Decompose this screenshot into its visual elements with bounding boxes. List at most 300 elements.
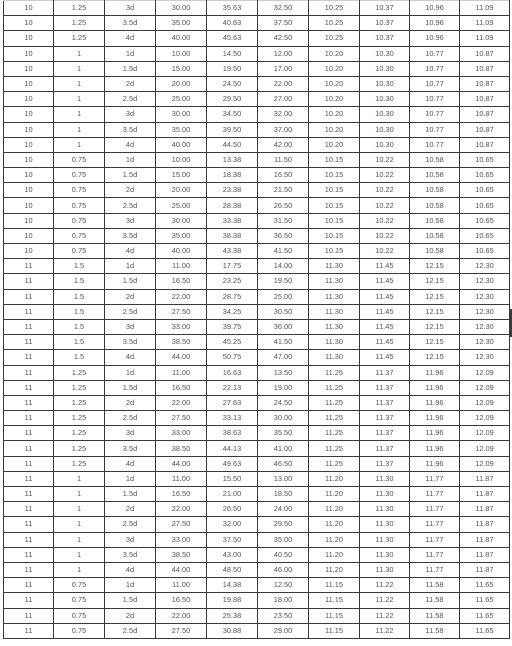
- table-cell: 0.75: [54, 593, 105, 608]
- table-cell: 11.45: [360, 335, 410, 350]
- table-cell: 3.5d: [105, 16, 156, 31]
- table-cell: 23.38: [207, 183, 258, 198]
- table-cell: 18.38: [207, 168, 258, 183]
- table-row: [4, 319, 510, 334]
- table-cell: 11.20: [309, 562, 360, 577]
- table-row: [4, 228, 510, 243]
- table-cell: 10.58: [410, 244, 460, 259]
- table-cell: 10.77: [410, 122, 460, 137]
- table-cell: 2.5d: [105, 198, 156, 213]
- table-cell: 11.00: [156, 259, 207, 274]
- table-cell: 13.00: [258, 471, 309, 486]
- table-cell: 10: [4, 46, 54, 61]
- table-cell: 11.00: [156, 578, 207, 593]
- table-cell: 11.30: [360, 502, 410, 517]
- table-cell: 3.5d: [105, 228, 156, 243]
- table-cell: 2.5d: [105, 92, 156, 107]
- table-cell: 11: [4, 274, 54, 289]
- table-cell: 10.96: [410, 16, 460, 31]
- table-cell: 30.00: [258, 411, 309, 426]
- table-cell: 37.00: [258, 122, 309, 137]
- table-cell: 11: [4, 335, 54, 350]
- table-cell: 10.96: [410, 31, 460, 46]
- table-cell: 10.65: [460, 152, 510, 167]
- table-cell: 10.58: [410, 183, 460, 198]
- table-cell: 1.5: [54, 259, 105, 274]
- table-cell: 34.25: [207, 304, 258, 319]
- table-cell: 10: [4, 228, 54, 243]
- table-cell: 38.63: [207, 426, 258, 441]
- table-row: [4, 76, 510, 91]
- table-row: [4, 487, 510, 502]
- table-cell: 11.37: [360, 395, 410, 410]
- table-cell: 11.25: [309, 365, 360, 380]
- table-cell: 11.22: [360, 623, 410, 638]
- table-cell: 11.87: [460, 517, 510, 532]
- table-row: [4, 593, 510, 608]
- table-cell: 10.00: [156, 46, 207, 61]
- table-cell: 11: [4, 593, 54, 608]
- table-cell: 44.00: [156, 350, 207, 365]
- table-cell: 21.00: [207, 487, 258, 502]
- table-cell: 10.37: [360, 31, 410, 46]
- table-cell: 10: [4, 244, 54, 259]
- table-cell: 36.50: [258, 228, 309, 243]
- table-row: [4, 92, 510, 107]
- table-cell: 3.5d: [105, 122, 156, 137]
- table-cell: 4d: [105, 562, 156, 577]
- table-cell: 16.50: [156, 380, 207, 395]
- table-cell: 27.50: [156, 517, 207, 532]
- table-row: [4, 107, 510, 122]
- table-cell: 22.13: [207, 380, 258, 395]
- table-cell: 44.00: [156, 456, 207, 471]
- table-cell: 35.63: [207, 1, 258, 16]
- table-cell: 11.30: [360, 562, 410, 577]
- table-cell: 3d: [105, 532, 156, 547]
- table-cell: 12.09: [460, 441, 510, 456]
- table-cell: 31.50: [258, 213, 309, 228]
- table-cell: 12.30: [460, 335, 510, 350]
- table-cell: 10.30: [360, 107, 410, 122]
- table-cell: 41.00: [258, 441, 309, 456]
- table-cell: 10.77: [410, 76, 460, 91]
- table-cell: 12.15: [410, 335, 460, 350]
- table-cell: 10.87: [460, 122, 510, 137]
- table-cell: 40.00: [156, 137, 207, 152]
- table-cell: 29.50: [258, 517, 309, 532]
- table-cell: 27.63: [207, 395, 258, 410]
- table-cell: 10: [4, 198, 54, 213]
- table-cell: 11.96: [410, 411, 460, 426]
- table-cell: 41.50: [258, 335, 309, 350]
- table-cell: 19.50: [207, 61, 258, 76]
- table-cell: 35.50: [258, 426, 309, 441]
- table-cell: 11: [4, 456, 54, 471]
- table-cell: 1.5: [54, 304, 105, 319]
- table-cell: 1: [54, 517, 105, 532]
- table-cell: 12.30: [460, 259, 510, 274]
- table-cell: 1: [54, 532, 105, 547]
- table-cell: 1.25: [54, 31, 105, 46]
- table-cell: 13.38: [207, 152, 258, 167]
- table-cell: 16.50: [258, 168, 309, 183]
- table-cell: 33.13: [207, 411, 258, 426]
- table-cell: 11.37: [360, 441, 410, 456]
- table-cell: 1.25: [54, 456, 105, 471]
- table-cell: 11: [4, 547, 54, 562]
- table-cell: 11: [4, 319, 54, 334]
- table-cell: 40.63: [207, 16, 258, 31]
- table-cell: 11.00: [156, 365, 207, 380]
- table-cell: 10.87: [460, 76, 510, 91]
- table-row: [4, 1, 510, 16]
- table-cell: 10.87: [460, 92, 510, 107]
- table-cell: 10.65: [460, 198, 510, 213]
- table-cell: 11.96: [410, 365, 460, 380]
- table-cell: 10.65: [460, 228, 510, 243]
- table-cell: 43.00: [207, 547, 258, 562]
- table-cell: 11: [4, 380, 54, 395]
- table-row: [4, 471, 510, 486]
- table-cell: 10.15: [309, 213, 360, 228]
- table-cell: 11.30: [309, 274, 360, 289]
- table-cell: 10.25: [309, 31, 360, 46]
- table-row: [4, 152, 510, 167]
- table-cell: 0.75: [54, 623, 105, 638]
- table-cell: 10.20: [309, 76, 360, 91]
- table-row: [4, 426, 510, 441]
- table-cell: 1.25: [54, 426, 105, 441]
- table-cell: 10.22: [360, 198, 410, 213]
- table-cell: 10.65: [460, 168, 510, 183]
- table-cell: 1.5: [54, 274, 105, 289]
- table-cell: 11.77: [410, 532, 460, 547]
- table-cell: 20.00: [156, 76, 207, 91]
- table-cell: 12.30: [460, 304, 510, 319]
- table-cell: 2d: [105, 183, 156, 198]
- table-cell: 11.30: [360, 487, 410, 502]
- table-cell: 11: [4, 608, 54, 623]
- table-cell: 4d: [105, 137, 156, 152]
- table-cell: 12.09: [460, 395, 510, 410]
- table-row: [4, 244, 510, 259]
- table-cell: 11.58: [410, 578, 460, 593]
- table-cell: 10.15: [309, 183, 360, 198]
- table-cell: 1d: [105, 46, 156, 61]
- table-cell: 10.15: [309, 152, 360, 167]
- table-cell: 1: [54, 547, 105, 562]
- table-cell: 10.77: [410, 61, 460, 76]
- table-cell: 11.20: [309, 502, 360, 517]
- table-cell: 0.75: [54, 168, 105, 183]
- table-cell: 15.00: [156, 168, 207, 183]
- table-cell: 32.00: [258, 107, 309, 122]
- table-cell: 0.75: [54, 608, 105, 623]
- table-cell: 22.00: [156, 502, 207, 517]
- table-cell: 2.5d: [105, 517, 156, 532]
- table-cell: 35.00: [156, 122, 207, 137]
- table-cell: 10.20: [309, 122, 360, 137]
- table-cell: 11.37: [360, 380, 410, 395]
- table-cell: 19.88: [207, 593, 258, 608]
- table-cell: 19.00: [258, 380, 309, 395]
- table-cell: 11.25: [309, 456, 360, 471]
- table-row: [4, 122, 510, 137]
- table-row: [4, 259, 510, 274]
- table-cell: 1.25: [54, 1, 105, 16]
- table-cell: 1.25: [54, 411, 105, 426]
- data-table-container: [3, 0, 509, 639]
- table-cell: 1.5d: [105, 168, 156, 183]
- table-cell: 0.75: [54, 198, 105, 213]
- table-cell: 11.77: [410, 502, 460, 517]
- table-cell: 1d: [105, 471, 156, 486]
- table-cell: 10.65: [460, 183, 510, 198]
- table-cell: 10.20: [309, 92, 360, 107]
- table-cell: 42.50: [258, 31, 309, 46]
- table-cell: 16.50: [156, 274, 207, 289]
- table-cell: 0.75: [54, 244, 105, 259]
- table-cell: 1.5d: [105, 487, 156, 502]
- table-cell: 22.00: [258, 76, 309, 91]
- table-cell: 42.00: [258, 137, 309, 152]
- table-cell: 11.77: [410, 547, 460, 562]
- table-cell: 2.5d: [105, 411, 156, 426]
- table-cell: 11.96: [410, 380, 460, 395]
- table-cell: 10.20: [309, 46, 360, 61]
- table-cell: 10.20: [309, 107, 360, 122]
- table-cell: 11: [4, 411, 54, 426]
- table-cell: 50.75: [207, 350, 258, 365]
- table-cell: 4d: [105, 350, 156, 365]
- table-cell: 10.15: [309, 198, 360, 213]
- table-cell: 2d: [105, 502, 156, 517]
- table-cell: 1: [54, 92, 105, 107]
- table-cell: 1.25: [54, 365, 105, 380]
- table-row: [4, 274, 510, 289]
- table-cell: 2d: [105, 76, 156, 91]
- table-cell: 11.45: [360, 319, 410, 334]
- table-cell: 12.15: [410, 319, 460, 334]
- table-cell: 0.75: [54, 228, 105, 243]
- table-cell: 16.63: [207, 365, 258, 380]
- table-cell: 36.00: [258, 319, 309, 334]
- table-row: [4, 562, 510, 577]
- table-cell: 28.38: [207, 198, 258, 213]
- table-cell: 11.87: [460, 562, 510, 577]
- table-cell: 11.96: [410, 395, 460, 410]
- table-cell: 11.30: [360, 532, 410, 547]
- table-cell: 1: [54, 46, 105, 61]
- table-cell: 10.58: [410, 168, 460, 183]
- table-cell: 11.37: [360, 411, 410, 426]
- table-cell: 11: [4, 517, 54, 532]
- table-cell: 35.00: [258, 532, 309, 547]
- table-cell: 39.50: [207, 122, 258, 137]
- table-cell: 17.00: [258, 61, 309, 76]
- table-cell: 33.38: [207, 213, 258, 228]
- table-cell: 12.15: [410, 274, 460, 289]
- table-cell: 10.37: [360, 16, 410, 31]
- table-cell: 2d: [105, 608, 156, 623]
- table-cell: 4d: [105, 31, 156, 46]
- table-cell: 11.30: [360, 471, 410, 486]
- table-cell: 26.50: [207, 502, 258, 517]
- table-cell: 32.00: [207, 517, 258, 532]
- table-cell: 12.30: [460, 289, 510, 304]
- table-cell: 1d: [105, 152, 156, 167]
- table-cell: 25.38: [207, 608, 258, 623]
- table-cell: 0.75: [54, 213, 105, 228]
- table-row: [4, 335, 510, 350]
- table-cell: 10.15: [309, 244, 360, 259]
- table-cell: 19.50: [258, 274, 309, 289]
- table-cell: 15.00: [156, 61, 207, 76]
- table-cell: 38.50: [156, 441, 207, 456]
- table-cell: 10.77: [410, 107, 460, 122]
- table-cell: 24.50: [207, 76, 258, 91]
- table-cell: 11: [4, 562, 54, 577]
- table-cell: 11.09: [460, 1, 510, 16]
- table-cell: 11.87: [460, 487, 510, 502]
- table-cell: 12.15: [410, 350, 460, 365]
- table-row: [4, 61, 510, 76]
- table-cell: 11.30: [360, 547, 410, 562]
- table-cell: 11.37: [360, 456, 410, 471]
- table-cell: 40.00: [156, 244, 207, 259]
- table-cell: 21.50: [258, 183, 309, 198]
- table-cell: 1.5d: [105, 274, 156, 289]
- table-cell: 22.00: [156, 289, 207, 304]
- table-cell: 10.15: [309, 228, 360, 243]
- table-cell: 1.5d: [105, 61, 156, 76]
- table-cell: 10.30: [360, 76, 410, 91]
- table-row: [4, 304, 510, 319]
- table-cell: 12.09: [460, 456, 510, 471]
- table-cell: 10.22: [360, 244, 410, 259]
- table-cell: 2d: [105, 395, 156, 410]
- table-cell: 11.65: [460, 623, 510, 638]
- table-cell: 11.15: [309, 593, 360, 608]
- table-row: [4, 213, 510, 228]
- table-cell: 11.20: [309, 487, 360, 502]
- table-cell: 11.77: [410, 517, 460, 532]
- table-cell: 3.5d: [105, 547, 156, 562]
- table-cell: 24.50: [258, 395, 309, 410]
- table-cell: 11.20: [309, 547, 360, 562]
- table-cell: 10: [4, 183, 54, 198]
- table-cell: 26.50: [258, 198, 309, 213]
- table-cell: 3d: [105, 107, 156, 122]
- table-cell: 1.25: [54, 441, 105, 456]
- table-row: [4, 46, 510, 61]
- table-cell: 10.87: [460, 46, 510, 61]
- table-cell: 10.87: [460, 61, 510, 76]
- table-cell: 10.22: [360, 183, 410, 198]
- table-cell: 12.15: [410, 304, 460, 319]
- table-cell: 1.5d: [105, 593, 156, 608]
- table-cell: 32.50: [258, 1, 309, 16]
- table-cell: 27.50: [156, 411, 207, 426]
- table-cell: 12.30: [460, 274, 510, 289]
- table-cell: 25.00: [258, 289, 309, 304]
- table-cell: 11: [4, 578, 54, 593]
- table-cell: 1d: [105, 365, 156, 380]
- table-cell: 11.65: [460, 608, 510, 623]
- table-cell: 12.00: [258, 46, 309, 61]
- table-cell: 11.30: [309, 335, 360, 350]
- table-cell: 30.50: [258, 304, 309, 319]
- table-cell: 2.5d: [105, 623, 156, 638]
- table-cell: 1.5: [54, 350, 105, 365]
- table-cell: 11.96: [410, 456, 460, 471]
- table-cell: 10.87: [460, 107, 510, 122]
- table-cell: 11.65: [460, 578, 510, 593]
- table-cell: 12.15: [410, 289, 460, 304]
- table-cell: 44.13: [207, 441, 258, 456]
- table-cell: 10.96: [410, 1, 460, 16]
- table-cell: 3.5d: [105, 335, 156, 350]
- table-cell: 1: [54, 471, 105, 486]
- table-cell: 16.50: [156, 487, 207, 502]
- table-cell: 11.25: [309, 411, 360, 426]
- table-row: [4, 137, 510, 152]
- table-cell: 29.50: [207, 92, 258, 107]
- table-cell: 3d: [105, 213, 156, 228]
- table-cell: 4d: [105, 244, 156, 259]
- table-cell: 0.75: [54, 578, 105, 593]
- table-cell: 10.30: [360, 122, 410, 137]
- table-row: [4, 395, 510, 410]
- table-cell: 28.75: [207, 289, 258, 304]
- table-cell: 10.87: [460, 137, 510, 152]
- table-cell: 33.00: [156, 319, 207, 334]
- table-cell: 11: [4, 441, 54, 456]
- table-cell: 11.25: [309, 380, 360, 395]
- data-table: [3, 0, 510, 639]
- table-cell: 11: [4, 426, 54, 441]
- table-row: [4, 578, 510, 593]
- table-cell: 11.77: [410, 487, 460, 502]
- table-cell: 11.20: [309, 532, 360, 547]
- table-cell: 37.50: [258, 16, 309, 31]
- table-cell: 1d: [105, 259, 156, 274]
- table-cell: 27.50: [156, 623, 207, 638]
- table-cell: 10.30: [360, 46, 410, 61]
- table-cell: 11.37: [360, 365, 410, 380]
- table-cell: 40.50: [258, 547, 309, 562]
- table-cell: 12.50: [258, 578, 309, 593]
- table-cell: 10.22: [360, 228, 410, 243]
- table-row: [4, 441, 510, 456]
- table-row: [4, 532, 510, 547]
- table-cell: 3d: [105, 319, 156, 334]
- table-cell: 1.5: [54, 319, 105, 334]
- table-cell: 0.75: [54, 152, 105, 167]
- table-cell: 35.00: [156, 228, 207, 243]
- table-cell: 2d: [105, 289, 156, 304]
- table-cell: 10.65: [460, 213, 510, 228]
- table-cell: 45.25: [207, 335, 258, 350]
- table-cell: 10.15: [309, 168, 360, 183]
- table-cell: 16.50: [156, 593, 207, 608]
- table-cell: 11.09: [460, 31, 510, 46]
- table-cell: 1: [54, 562, 105, 577]
- table-cell: 10: [4, 61, 54, 76]
- table-cell: 30.00: [156, 213, 207, 228]
- table-cell: 10: [4, 137, 54, 152]
